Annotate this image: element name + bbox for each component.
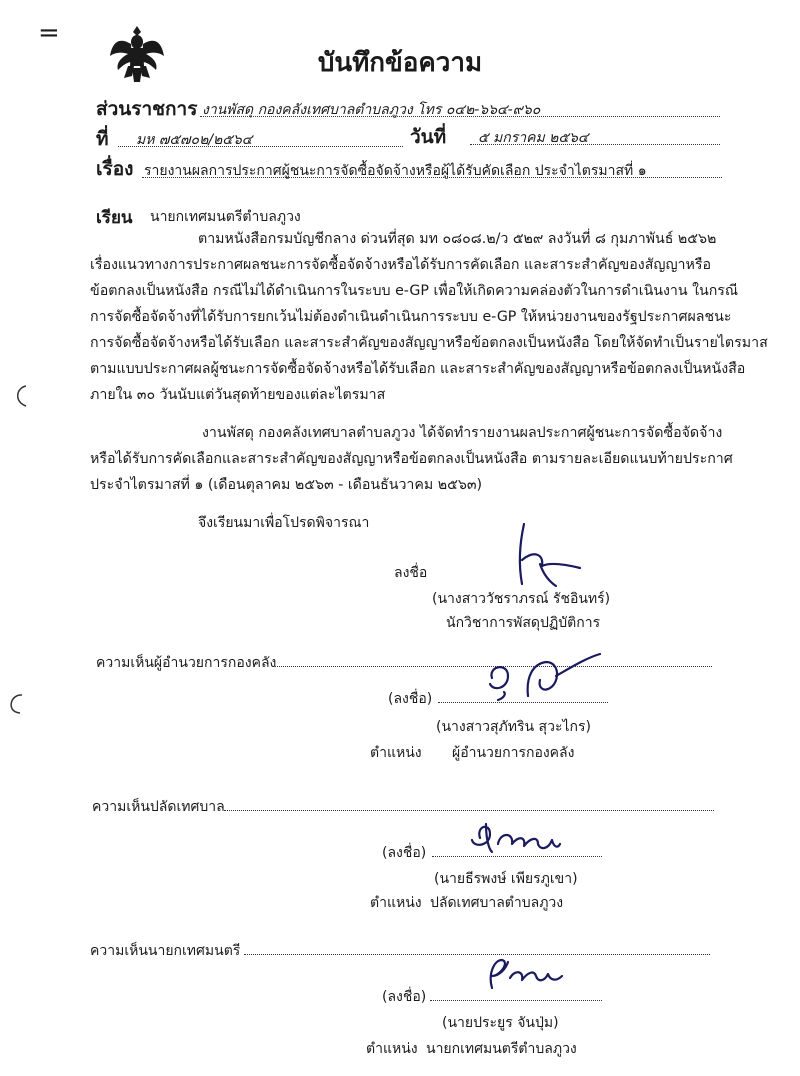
opinion1-label: ความเห็นผู้อำนวยการกองคลัง [96,655,277,671]
paragraph1-line3: ข้อตกลงเป็นหนังสือ กรณีไม่ได้ดำเนินการในระบบ e-GP เพื่อให้เกิดความคล่องตัวในการดำเนินงาน ในกรณี [90,283,739,299]
opinion3-line [244,954,710,955]
signer1-sign-label: ลงชื่อ [394,565,428,581]
opinion1-position: ผู้อำนวยการกองคลัง [452,745,575,761]
ref-rule [118,146,403,147]
punch-hole-mark-icon [10,384,30,408]
opinion3-position: นายกเทศมนตรีตำบลภูวง [426,1041,577,1057]
opinion1-sign-line [438,702,608,703]
opinion2-position-label: ตำแหน่ง [370,895,422,911]
paragraph1-line2: เรื่องแนวทางการประกาศผลชนะการจัดซื้อจัดจ้างหรือได้รับการคัดเลือก และสาระสำคัญของสัญญาหรือ [90,257,711,273]
opinion3-label: ความเห็นนายกเทศมนตรี [90,943,241,959]
agency-rule [200,116,720,117]
opinion2-position: ปลัดเทศบาลตำบลภูวง [430,895,564,911]
paragraph1-line1: ตามหนังสือกรมบัญชีกลาง ด่วนที่สุด มท ๐๘๐๘.๒/ว ๕๒๙ ลงวันที่ ๘ กุมภาพันธ์ ๒๕๖๒ [198,231,717,247]
opinion1-name: (นางสาวสุภัทริน สุวะไกร) [436,719,591,735]
paragraph1-line5: การจัดซื้อจัดจ้างหรือได้รับเลือก และสาระสำคัญของสัญญาหรือข้อตกลงเป็นหนังสือ โดยให้จัดทำเป็นรายไตรมาส [90,335,768,351]
signature-3-icon [464,818,564,858]
subject-value: รายงานผลการประกาศผู้ชนะการจัดซื้อจัดจ้างหรือผู้ได้รับคัดเลือก ประจำไตรมาสที่ ๑ [144,163,647,179]
opinion2-line [224,810,714,811]
paragraph1-line7: ภายใน ๓๐ วันนับแต่วันสุดท้ายของแต่ละไตรมาส [90,387,386,403]
corner-marks: = [38,18,54,48]
closing-text: จึงเรียนมาเพื่อโปรดพิจารณา [198,515,370,531]
signature-2-icon [474,648,604,708]
opinion3-sign-line [430,1000,602,1001]
signer1-name: (นางสาววัชราภรณ์ รัชอินทร์) [432,591,611,607]
page-title: บันทึกข้อความ [317,48,483,78]
paragraph1-line6: ตามแบบประกาศผลผู้ชนะการจัดซื้อจัดจ้างหรือได้รับเลือก และสาระสำคัญของสัญญาหรือข้อตกลงเป็นหนังสือ [90,361,746,377]
opinion1-position-label: ตำแหน่ง [370,745,422,761]
ref-label: ที่ [96,128,109,150]
date-value: ๕ มกราคม ๒๕๖๔ [478,130,589,146]
ref-value: มห ๗๕๗๐๒/๒๕๖๔ [136,132,253,148]
date-label: วันที่ [410,126,447,148]
paragraph2-line3: ประจำไตรมาสที่ ๑ (เดือนตุลาคม ๒๕๖๓ - เดือนธันวาคม ๒๕๖๓) [90,477,483,493]
opinion2-name: (นายธีรพงษ์ เพียรภูเขา) [434,871,578,887]
salutation-value: นายกเทศมนตรีตำบลภูวง [150,209,301,225]
agency-value: งานพัสดุ กองคลังเทศบาลตำบลภูวง โทร ๐๔๒-๖๖๔-๙๖๐ [202,102,541,118]
opinion2-label: ความเห็นปลัดเทศบาล [92,799,225,815]
signature-4-icon [478,952,568,996]
opinion3-position-label: ตำแหน่ง [366,1041,418,1057]
paragraph1-line4: การจัดซื้อจัดจ้างที่ได้รับการยกเว้นไม่ต้องดำเนินดำเนินการระบบ e-GP ให้หน่วยงานของรัฐประกาศผลชนะ [90,309,732,325]
opinion3-sign-label: (ลงชื่อ) [382,989,427,1005]
paragraph2-line2: หรือได้รับการคัดเลือกและสาระสำคัญของสัญญาหรือข้อตกลงเป็นหนังสือ ตามรายละเอียดแนบท้ายประกาศ [90,451,733,467]
paragraph2-line1: งานพัสดุ กองคลังเทศบาลตำบลภูวง ได้จัดทำรายงานผลประกาศผู้ชนะการจัดซื้อจัดจ้าง [202,425,723,441]
punch-hole-mark-icon [4,692,26,716]
agency-label: ส่วนราชการ [96,98,198,120]
opinion2-sign-label: (ลงชื่อ) [382,845,427,861]
subject-label: เรื่อง [96,158,134,180]
signer1-position: นักวิชาการพัสดุปฏิบัติการ [446,615,601,631]
subject-rule [142,177,722,178]
signature-1-icon [500,520,590,596]
opinion3-name: (นายประยูร จันปุ่ม) [442,1015,559,1031]
date-rule [470,144,720,145]
salutation-label: เรียน [96,208,133,228]
opinion2-sign-line [432,856,602,857]
opinion1-sign-label: (ลงชื่อ) [388,691,433,707]
